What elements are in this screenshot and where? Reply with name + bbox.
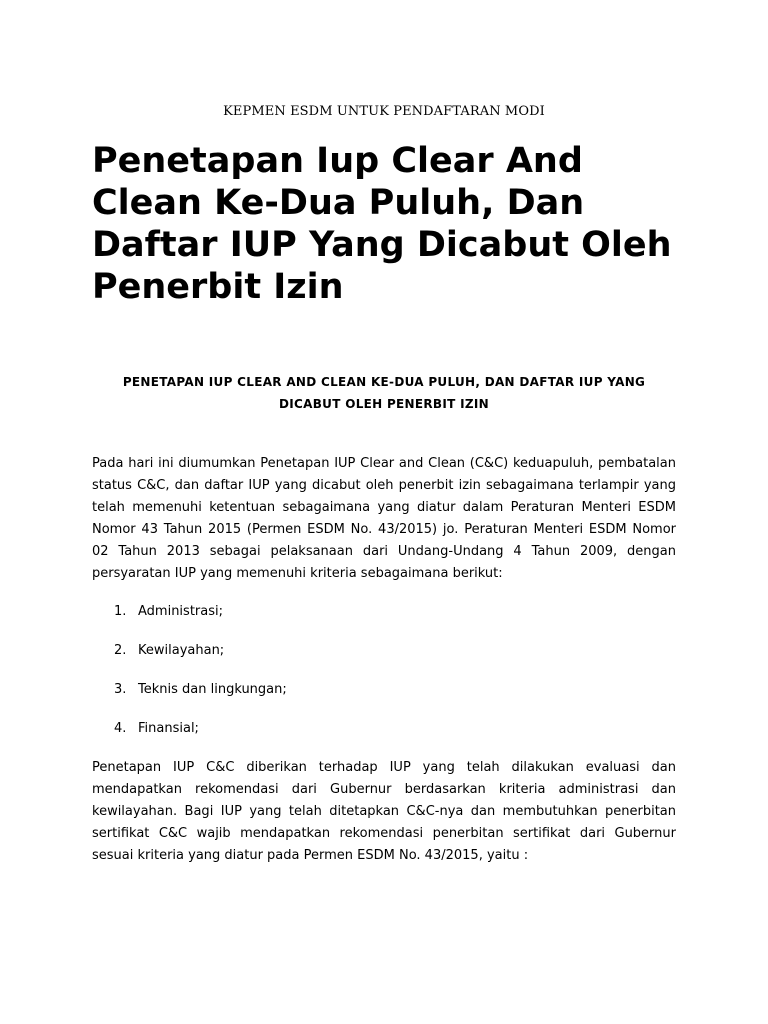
list-item (92, 718, 676, 757)
document-subtitle: PENETAPAN IUP CLEAR AND CLEAN KE-DUA PULUH, DAN DAFTAR IUP YANG DICABUT OLEH PENERBIT IZIN (122, 375, 646, 411)
intro-paragraph: Pada hari ini diumumkan Penetapan IUP Clear and Clean (C&C) keduapuluh, pembatalan status C&C, dan daftar IUP yang dicabut oleh penerbit izin sebagaimana terlampir yang telah memenuhi ketentuan sebagaimana yang diatur dalam Peraturan Menteri ESDM Nomor 43 Tahun 2015 (Permen ESDM No. 43/2015) jo. Peraturan Menteri ESDM Nomor 02 Tahun 2013 sebagai pelaksanaan dari Undang-Undang 4 Tahun 2009, dengan persyaratan IUP yang memenuhi kriteria sebagaimana berikut: (92, 456, 676, 581)
list-item-number: 4. (114, 721, 127, 736)
document-title: Penetapan Iup Clear And Clean Ke-Dua Puluh, Dan Daftar IUP Yang Dicabut Oleh Penerbit Izin (92, 141, 672, 307)
list-item-number: 2. (114, 643, 127, 658)
list-item-number: 3. (114, 682, 127, 697)
list-item (92, 679, 676, 718)
list-item-text: Finansial; (138, 721, 199, 736)
criteria-list (92, 601, 676, 757)
list-item (92, 601, 676, 640)
list-item-text: Administrasi; (138, 604, 223, 619)
list-item (92, 640, 676, 679)
evaluation-paragraph: Penetapan IUP C&C diberikan terhadap IUP yang telah dilakukan evaluasi dan mendapatkan rekomendasi dari Gubernur berdasarkan kriteria administrasi dan kewilayahan. Bagi IUP yang telah ditetapkan C&C-nya dan membutuhkan penerbitan sertifikat C&C wajib mendapatkan rekomendasi penerbitan sertifikat dari Gubernur sesuai kriteria yang diatur pada Permen ESDM No. 43/2015, yaitu : (92, 760, 676, 863)
document-header: KEPMEN ESDM UNTUK PENDAFTARAN MODI (223, 104, 545, 119)
list-item-text: Teknis dan lingkungan; (138, 682, 287, 697)
list-item-text: Kewilayahan; (138, 643, 225, 658)
list-item-number: 1. (114, 604, 127, 619)
